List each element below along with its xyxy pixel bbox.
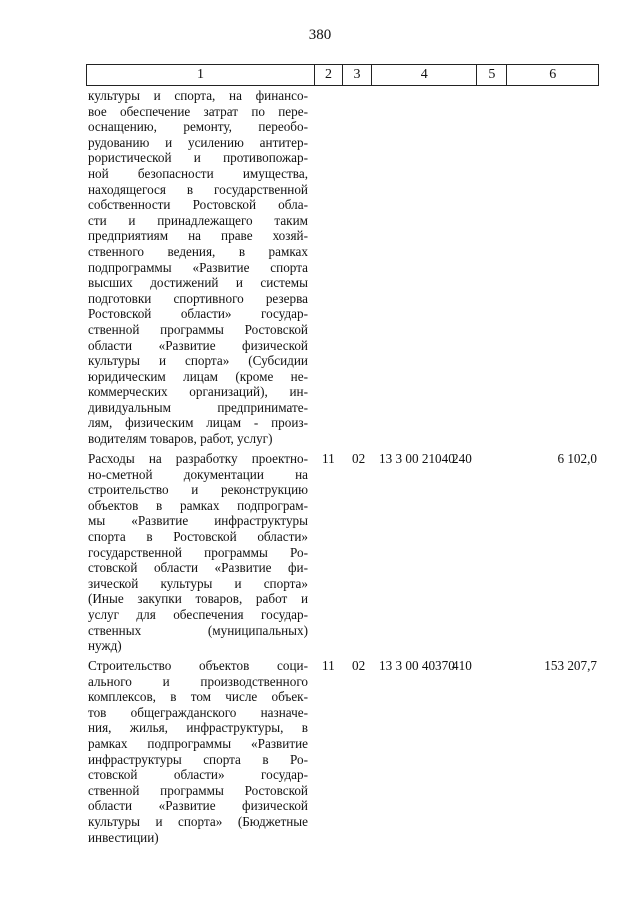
code-target-article: 13 3 00 21040 xyxy=(379,451,455,466)
desc-line: ной безопасности имущества, xyxy=(88,165,308,181)
desc-line: ственных (муниципальных) xyxy=(88,622,308,638)
code-section: 11 xyxy=(322,451,335,466)
desc-line: тов общегражданского назначе- xyxy=(88,704,308,720)
desc-line: юридическим лицам (кроме не- xyxy=(88,368,308,384)
desc-line: инфраструктуры спорта в Ро- xyxy=(88,751,308,767)
desc-line: водителям товаров, работ, услуг) xyxy=(88,431,273,447)
code-subsection: 02 xyxy=(352,451,366,466)
code-section: 11 xyxy=(322,658,335,673)
desc-line: находящегося в государственной xyxy=(88,181,308,197)
desc-line: культуры и спорта» (Бюджетные xyxy=(88,813,308,829)
desc-line: подготовки спортивного резерва xyxy=(88,290,308,306)
desc-line: Ростовской области» государ- xyxy=(88,306,308,322)
desc-line: ственного ведения, в рамках xyxy=(88,243,308,259)
desc-line: спорта в Ростовской области» xyxy=(88,528,308,544)
desc-line: вое обеспечение затрат по пере- xyxy=(88,103,308,119)
header-col-1: 1 xyxy=(87,65,315,85)
desc-line: Расходы на разработку проектно- xyxy=(88,451,308,466)
row-description xyxy=(88,451,308,654)
desc-line: комплексов, в том числе объек- xyxy=(88,689,308,705)
header-col-5: 5 xyxy=(477,65,507,85)
desc-line: ственной программы Ростовской xyxy=(88,321,308,337)
desc-line: оснащению, ремонту, переобо- xyxy=(88,119,308,135)
desc-line: рудованию и усилению антитер- xyxy=(88,134,308,150)
desc-line: (Иные закупки товаров, работ и xyxy=(88,591,308,607)
desc-line: подпрограммы «Развитие спорта xyxy=(88,259,308,275)
desc-line: области «Развитие физической xyxy=(88,337,308,353)
desc-line: ния, жилья, инфраструктуры, в xyxy=(88,720,308,736)
code-expense-type: 240 xyxy=(452,451,472,466)
desc-line: объектов в рамках подпрограм- xyxy=(88,497,308,513)
desc-line: области «Развитие физической xyxy=(88,798,308,814)
desc-line: предприятиям на праве хозяй- xyxy=(88,228,308,244)
desc-line: дивидуальным предпринимате- xyxy=(88,399,308,415)
code-target-article: 13 3 00 40370 xyxy=(379,658,455,673)
desc-line: коммерческих организаций), ин- xyxy=(88,384,308,400)
page-number: 380 xyxy=(308,27,332,43)
desc-line: собственности Ростовской обла- xyxy=(88,197,308,213)
desc-line: строительство и реконструкцию xyxy=(88,482,308,498)
desc-line: Строительство объектов соци- xyxy=(88,658,308,673)
desc-line: стовской области «Развитие фи- xyxy=(88,560,308,576)
row-description xyxy=(88,658,308,845)
header-col-2: 2 xyxy=(315,65,343,85)
header-col-4: 4 xyxy=(372,65,478,85)
desc-line: зической культуры и спорта» xyxy=(88,575,308,591)
desc-line: инвестиции) xyxy=(88,829,159,845)
code-subsection: 02 xyxy=(352,658,366,673)
desc-line: высших достижений и системы xyxy=(88,275,308,291)
desc-line: мы «Развитие инфраструктуры xyxy=(88,513,308,529)
desc-line: ственной программы Ростовской xyxy=(88,782,308,798)
table-header xyxy=(86,64,599,86)
desc-line: сти и принадлежащего таким xyxy=(88,212,308,228)
desc-line: культуры и спорта, на финансо- xyxy=(88,88,308,103)
desc-line: но-сметной документации на xyxy=(88,466,308,482)
desc-line: рористической и противопожар- xyxy=(88,150,308,166)
desc-line: рамках подпрограммы «Развитие xyxy=(88,735,308,751)
desc-line: стовской области» государ- xyxy=(88,767,308,783)
row-description xyxy=(88,88,308,447)
desc-line: услуг для обеспечения государ- xyxy=(88,606,308,622)
desc-line: лям, физическим лицам - произ- xyxy=(88,415,308,431)
code-expense-type: 410 xyxy=(452,658,472,673)
header-col-3: 3 xyxy=(343,65,372,85)
desc-line: государственной программы Ро- xyxy=(88,544,308,560)
desc-line: нужд) xyxy=(88,638,122,654)
amount: 153 207,7 xyxy=(544,658,597,673)
desc-line: ального и производственного xyxy=(88,673,308,689)
amount: 6 102,0 xyxy=(557,451,597,466)
header-col-6: 6 xyxy=(549,67,557,82)
desc-line: культуры и спорта» (Субсидии xyxy=(88,353,308,369)
